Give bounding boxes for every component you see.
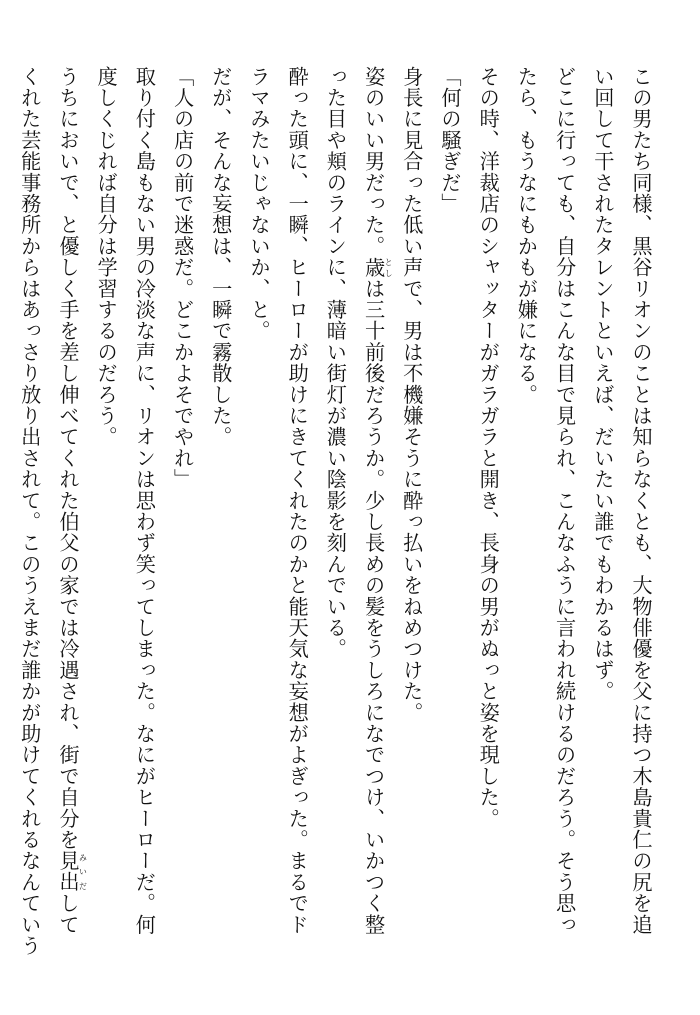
- text-line: 度しくじれば自分は学習するのだろう。: [94, 66, 119, 448]
- ruby-annotation: [55, 850, 88, 893]
- text-line: その時、洋裁店のシャッターがガラガラと開き、長身の男がぬっと姿を現した。: [476, 66, 501, 830]
- text-line: った目や頬のラインに、薄暗い街灯が濃い陰影を刻んでいる。: [323, 66, 348, 660]
- text-line: 身長に見合った低い声で、男は不機嫌そうに酔っ払いをねめつけた。: [399, 66, 424, 724]
- text-line: くれた芸能事務所からはあっさり放り出されて。このうえまだ誰かが助けてくれるなんていう: [17, 66, 42, 957]
- text-line: 取り付く島もない男の冷淡な声に、リオンは思わず笑ってしまった。なにがヒーローだ。何: [132, 66, 157, 936]
- text-line: [49, 66, 87, 946]
- text-line: [354, 66, 392, 946]
- text-segment: うちにおいで、と優しく手を差し伸べてくれた伯父の家では冷遇され、街で自分を: [55, 66, 80, 851]
- text-line: ラマみたいじゃないか、と。: [246, 66, 271, 342]
- vertical-text-block: [11, 66, 660, 957]
- text-line: どこに行っても、自分はこんな目で見られ、こんなふうに言われ続けるのだろう。そう思っ: [552, 66, 577, 936]
- furigana: とし: [384, 256, 394, 279]
- text-segment: して: [55, 892, 80, 936]
- furigana: みいだ: [78, 850, 88, 893]
- text-line: 「何の騒ぎだ」: [437, 66, 462, 215]
- ruby-base: 歳: [361, 256, 386, 279]
- text-line: 酔った頭に、一瞬、ヒーローが助けにきてくれたのかと能天気な妄想がよぎった。まるでド: [285, 66, 310, 936]
- text-line: い回して干されたタレントといえば、だいたい誰でもわかるはず。: [590, 66, 615, 702]
- text-line: 「人の店の前で迷惑だ。どこかよそでやれ」: [170, 66, 195, 490]
- text-line: だが、そんな妄想は、一瞬で霧散した。: [208, 66, 233, 448]
- text-segment: 姿のいい男だった。: [361, 66, 386, 257]
- text-line: たら、もうなにもかもが嫌になる。: [514, 66, 539, 406]
- ruby-annotation: [361, 256, 394, 279]
- text-segment: は三十前後だろうか。少し長めの髪をうしろになでつけ、いかつく整: [361, 278, 386, 936]
- ruby-base: 見出: [55, 850, 80, 893]
- text-line: この男たち同様、黒谷リオンのことは知らなくとも、大物俳優を父に持つ木島貴仁の尻を追: [629, 66, 653, 936]
